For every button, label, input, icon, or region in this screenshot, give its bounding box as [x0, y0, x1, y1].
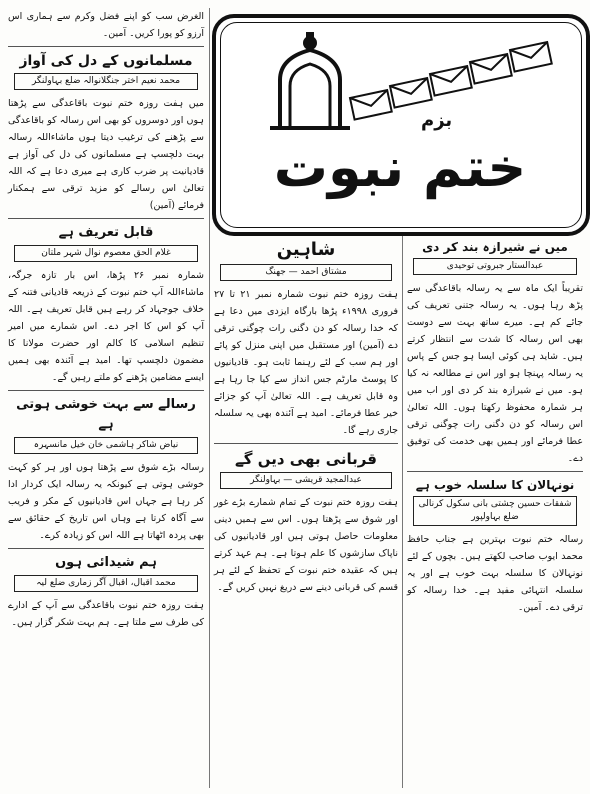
article-body: شمارہ نمبر ۲۶ پڑھا، اس بار تازہ جرگہ، ماشاءاللہ آپ ختم نبوت کے ذریعہ قادیانی فتنہ کے خلاف جوجہاد کر رہے ہیں قابل تعریف ہے۔ اللہ آپ کو اس کا اجر دے۔ اس شمارے میں امیر تنظیم اسلامی کا کالم اور حضرت مولانا کا مضمون دلچسپ تھا۔ امید ہے آئندہ بھی ہمیں ایسے مضامین پڑھنے کو ملتے رہیں گے۔ [8, 270, 204, 383]
byline: عبدالمجید قریشی — بہاولنگر [220, 472, 392, 489]
article-title: قربانی بھی دیں گے [235, 450, 377, 468]
byline: عبدالستار جبروتی توحیدی [413, 258, 577, 275]
divider [8, 548, 204, 549]
article-title: ہم شیدائی ہوں [55, 555, 157, 570]
article-body: میں ہفت روزہ ختم نبوت باقاعدگی سے پڑھتا ہوں اور دوسروں کو بھی اس رسالہ کو باقاعدگی سے پڑھنے کی ترغیب دیتا ہوں ماشاءاللہ رسالہ بہت دلچسپ ہے مسلمانوں کی دل کی آواز ہے قادیانیت پر ضرب کاری ہے میری دعا ہے کہ اللہ تعالیٰ اس رسالے کو مزید ترقی سے ہمکنار فرمائے (آمین) [8, 98, 204, 211]
article-body: ہفت روزہ ختم نبوت شمارہ نمبر ۲۱ تا ۲۷ فروری ۱۹۹۸ء پڑھا بارگاہ ایزدی میں دعا ہے کہ خدا رسالہ کو دن دگنی رات چوگنی ترقی دے (آمین) اور مستقبل میں اپنی منزل کو پائے اور ہم سب کے لئے رہنما ثابت ہو۔ قادیانیوں کا پوسٹ مارٹم جس انداز سے کیا جا رہا ہے وہ قابل تعریف ہے۔ اللہ تعالیٰ آپ کو جزائے خیر عطا فرمائے۔ امید ہے آئندہ بھی یہ سلسلہ جاری رہے گا۔ [214, 289, 398, 436]
article-body: رسالہ بڑے شوق سے پڑھتا ہوں اور ہر کو کہت خوشی ہوتی ہے کیونکہ یہ رسالہ ایک کردار ادا کر رہا ہے جہاں اس قادیانیوں کے مکر و فریب سے آگاہ کرتا ہے وہاں اس تاریخ کے حقائق سے بھی پردہ اٹھاتا ہے اللہ اس کو زیادہ کرے۔ [8, 462, 204, 541]
masthead [212, 14, 590, 236]
byline: نیاض شاکر ہاشمی خان خیل مانسہرہ [14, 437, 198, 454]
divider [407, 471, 583, 472]
intro-text: الغرض سب کو اپنے فضل وکرم سے ہماری اس آرزو کو پورا کریں۔ آمین۔ [8, 11, 204, 39]
column-divider [209, 8, 210, 788]
article-body: ہفت روزہ ختم نبوت باقاعدگی سے آپ کے ادارے کی طرف سے ملتا ہے۔ ہم بہت شکر گزار ہیں۔ [8, 600, 204, 628]
divider [8, 218, 204, 219]
article-body: ہفت روزہ ختم نبوت کے تمام شمارے بڑے غور اور شوق سے پڑھتا ہوں۔ اس سے ہمیں دینی معلومات حاصل ہوتی ہیں اور قادیانیوں کی ناپاک سازشوں کا علم ہوتا ہے۔ ہم عہد کرتے ہیں کہ عقیدہ ختم نبوت کے تحفظ کے لئے ہر قسم کی قربانی دینے سے دریغ نہیں کریں گے۔ [214, 497, 398, 593]
article-title: میں نے شیرازہ بند کر دی [422, 240, 568, 254]
divider [214, 443, 398, 444]
article-title: رسالے سے بہت خوشی ہوتی ہے [16, 397, 196, 432]
middle-column [214, 238, 398, 598]
minaret-envelopes-logo [240, 28, 570, 138]
divider [8, 46, 204, 47]
article-title: مسلمانوں کے دل کی آواز [19, 53, 193, 69]
article-title: نونہالان کا سلسلہ خوب ہے [415, 478, 575, 492]
left-column [8, 8, 204, 633]
byline: غلام الحق معصوم نوال شہر ملتان [14, 245, 198, 262]
byline: شفقات حسین چشتی بانی سکول کرنالی ضلع بہاولپور [413, 496, 577, 526]
article-body: تقریباً ایک ماہ سے یہ رسالہ باقاعدگی سے پڑھ رہا ہوں۔ یہ رسالہ جتنی تعریف کی جائے کم ہے۔ میرے ساتھ بہت سے دوست بھی اس رسالہ کا شدت سے انتظار کرتے ہیں۔ شاید ہی کوئی ایسا ہو جس کے پاس یہ رسالہ پہنچا ہو اور اس نے مطالعہ نہ کیا ہو۔ میں نے شیرازہ بند کر دی اور اب میں ہر شمارہ محفوظ رکھتا ہوں۔ اللہ تعالیٰ اس رسالہ کو دن دگنی رات چوگنی ترقی عطا فرمائے اور ہمیں بھی خدمت کی توفیق دے۔ [407, 283, 583, 464]
column-divider [402, 232, 403, 788]
byline: مشتاق احمد — جھنگ [220, 264, 392, 281]
article-body: رسالہ ختم نبوت بہترین ہے جناب حافظ محمد ایوب صاحب لکھتے ہیں۔ بچوں کے لئے نونہالان کا سلسلہ بہت خوب ہے اور یہ سلسلہ انتہائی مفید ہے۔ خدا رسالہ کو ترقی دے۔ آمین۔ [407, 534, 583, 613]
right-column [407, 238, 583, 618]
masthead-bazm: بزم [421, 110, 453, 131]
article-title: قابل تعریف ہے [58, 225, 154, 240]
masthead-title: ختم نبوت [273, 136, 527, 199]
article-title: شاہین [276, 239, 336, 260]
byline: محمد نعیم اختر جنگلانوالہ ضلع بہاولنگر [14, 73, 198, 90]
divider [8, 390, 204, 391]
byline: محمد اقبال، اقبال آگر زماری ضلع لیہ [14, 575, 198, 592]
